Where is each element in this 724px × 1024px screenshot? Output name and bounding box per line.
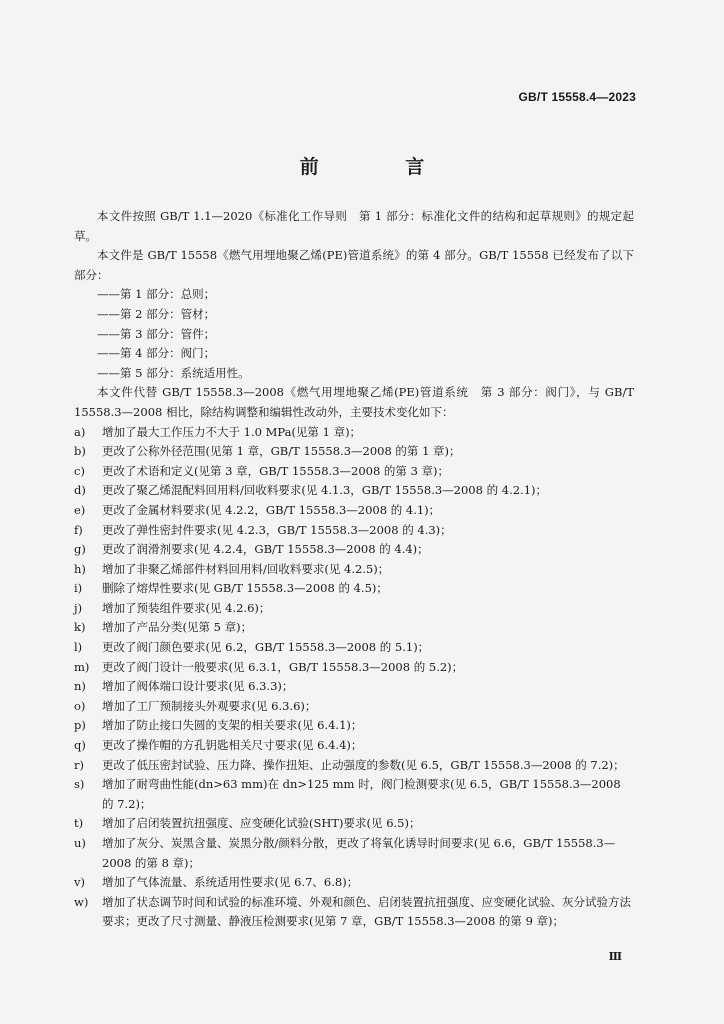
- change-list-item: [74, 893, 634, 932]
- change-item-label: j): [74, 600, 83, 615]
- change-item-label: s): [74, 777, 85, 792]
- part-list-item: ——第 1 部分：总则；: [97, 287, 216, 302]
- change-item-text: 更改了聚乙烯混配料回用料/回收料要求(见 4.1.3，GB/T 15558.3—2008 的 4.2.1)；: [102, 483, 547, 498]
- drafting-paragraph: 本文件按照 GB/T 1.1—2020《标准化工作导则 第 1 部分：标准化文件的结构和起草规则》的规定起草。: [74, 209, 634, 243]
- change-item-label: m): [74, 659, 90, 674]
- change-item-label: a): [74, 424, 86, 439]
- change-item-text: 更改了阀门设计一般要求(见 6.3.1，GB/T 15558.3—2008 的 5.2)；: [102, 659, 464, 674]
- change-item-text: 增加了启闭装置抗扭强度、应变硬化试验(SHT)要求(见 6.5)；: [102, 816, 421, 831]
- change-item-text: 增加了灰分、炭黑含量、炭黑分散/颜料分散，更改了将氧化诱导时间要求(见 6.6，GB/T 15558.3—2008 的第 8 章)；: [102, 836, 616, 870]
- change-item-text: 删除了熔焊性要求(见 GB/T 15558.3—2008 的 4.5)；: [102, 581, 388, 596]
- document-body: [74, 207, 634, 932]
- change-list-item: [74, 873, 634, 893]
- change-list-item: [74, 716, 634, 736]
- change-list-item: [74, 618, 634, 638]
- change-list-item: [74, 442, 634, 462]
- change-item-text: 增加了工厂预制接头外观要求(见 6.3.6)；: [102, 698, 317, 713]
- part-list-item: ——第 5 部分：系统适用性。: [97, 365, 250, 380]
- standard-code: GB/T 15558.4—2023: [518, 90, 636, 104]
- change-item-text: 更改了弹性密封件要求(见 4.2.3，GB/T 15558.3—2008 的 4.3)；: [102, 522, 452, 537]
- change-item-label: o): [74, 698, 86, 713]
- change-item-label: u): [74, 836, 86, 850]
- change-item-label: i): [74, 581, 83, 596]
- change-list-item: [74, 677, 634, 697]
- change-item-text: 更改了低压密封试验、压力降、操作扭矩、止动强度的参数(见 6.5，GB/T 15558.3—2008 的 7.2)；: [102, 757, 625, 772]
- change-list-item: [74, 540, 634, 560]
- change-item-text: 更改了操作帽的方孔钥匙相关尺寸要求(见 6.4.4)；: [102, 738, 363, 753]
- change-list-item: [74, 560, 634, 580]
- change-item-text: 更改了术语和定义(见第 3 章，GB/T 15558.3—2008 的第 3 章)；: [102, 463, 450, 478]
- change-item-text: 更改了润滑剂要求(见 4.2.4，GB/T 15558.3—2008 的 4.4)；: [102, 542, 429, 557]
- change-list-item: [74, 423, 634, 443]
- change-item-text: 更改了公称外径范围(见第 1 章，GB/T 15558.3—2008 的第 1 章)；: [102, 444, 461, 459]
- change-list-item: [74, 599, 634, 619]
- change-list-item: [74, 736, 634, 756]
- change-list-item: [74, 756, 634, 776]
- change-item-text: 增加了预装组件要求(见 4.2.6)；: [102, 600, 271, 615]
- change-list-item: [74, 521, 634, 541]
- change-item-label: l): [74, 640, 83, 655]
- change-item-label: b): [74, 444, 86, 459]
- part-list-item: ——第 4 部分：阀门；: [97, 346, 216, 361]
- change-item-label: q): [74, 738, 86, 753]
- change-item-label: w): [74, 894, 89, 909]
- change-list-item: [74, 638, 634, 658]
- page-title: 前 言: [299, 156, 465, 178]
- change-list-item: [74, 775, 634, 814]
- change-item-label: e): [74, 502, 86, 517]
- change-list-item: [74, 814, 634, 834]
- page-number: Ⅲ: [608, 950, 622, 963]
- change-item-text: 增加了非聚乙烯部件材料回用料/回收料要求(见 4.2.5)；: [102, 561, 390, 576]
- change-item-text: 增加了气体流量、系统适用性要求(见 6.7、6.8)；: [102, 875, 359, 890]
- change-item-label: h): [74, 561, 86, 576]
- change-item-label: n): [74, 679, 86, 694]
- change-item-text: 更改了阀门颜色要求(见 6.2，GB/T 15558.3—2008 的 5.1)；: [102, 640, 430, 655]
- change-item-label: c): [74, 463, 85, 478]
- part-list-item: ——第 3 部分：管件；: [97, 326, 216, 341]
- change-item-label: r): [74, 757, 84, 772]
- change-item-text: 增加了防止接口失圆的支架的相关要求(见 6.4.1)；: [102, 718, 363, 733]
- change-item-text: 增加了产品分类(见第 5 章)；: [102, 620, 253, 635]
- change-item-text: 增加了耐弯曲性能(dn>63 mm)在 dn>125 mm 时，阀门检测要求(见 6.5，GB/T 15558.3—2008 的 7.2)；: [102, 777, 621, 811]
- change-list: [74, 423, 634, 932]
- change-list-item: [74, 579, 634, 599]
- change-item-label: d): [74, 483, 86, 498]
- change-item-label: k): [74, 620, 86, 635]
- change-list-item: [74, 501, 634, 521]
- series-paragraph: 本文件是 GB/T 15558《燃气用埋地聚乙烯(PE)管道系统》的第 4 部分。GB/T 15558 已经发布了以下部分：: [74, 248, 634, 282]
- change-item-label: f): [74, 522, 83, 537]
- change-list-item: [74, 462, 634, 482]
- change-list-item: [74, 697, 634, 717]
- change-list-item: [74, 481, 634, 501]
- change-item-label: t): [74, 816, 84, 831]
- replacement-paragraph: 本文件代替 GB/T 15558.3—2008《燃气用埋地聚乙烯(PE)管道系统 第 3 部分：阀门》，与 GB/T 15558.3—2008 相比，除结构调整和编辑性改动外，主要技术变化如下：: [74, 385, 634, 419]
- change-item-label: v): [74, 875, 85, 890]
- change-item-text: 更改了金属材料要求(见 4.2.2，GB/T 15558.3—2008 的 4.1)；: [102, 502, 441, 517]
- part-list-item: ——第 2 部分：管材；: [97, 306, 216, 321]
- change-list-item: [74, 658, 634, 678]
- change-item-text: 增加了最大工作压力不大于 1.0 MPa(见第 1 章)；: [102, 424, 362, 439]
- change-item-text: 增加了阀体端口设计要求(见 6.3.3)；: [102, 679, 294, 694]
- change-list-item: [74, 834, 634, 873]
- change-item-label: g): [74, 542, 86, 557]
- change-item-text: 增加了状态调节时间和试验的标准环境、外观和颜色、启闭装置抗扭强度、应变硬化试验、灰分试验方法要求；更改了尺寸测量、静液压检测要求(见第 7 章，GB/T 15558.3—2008 的第 9 章)；: [102, 894, 631, 929]
- change-item-label: p): [74, 718, 86, 733]
